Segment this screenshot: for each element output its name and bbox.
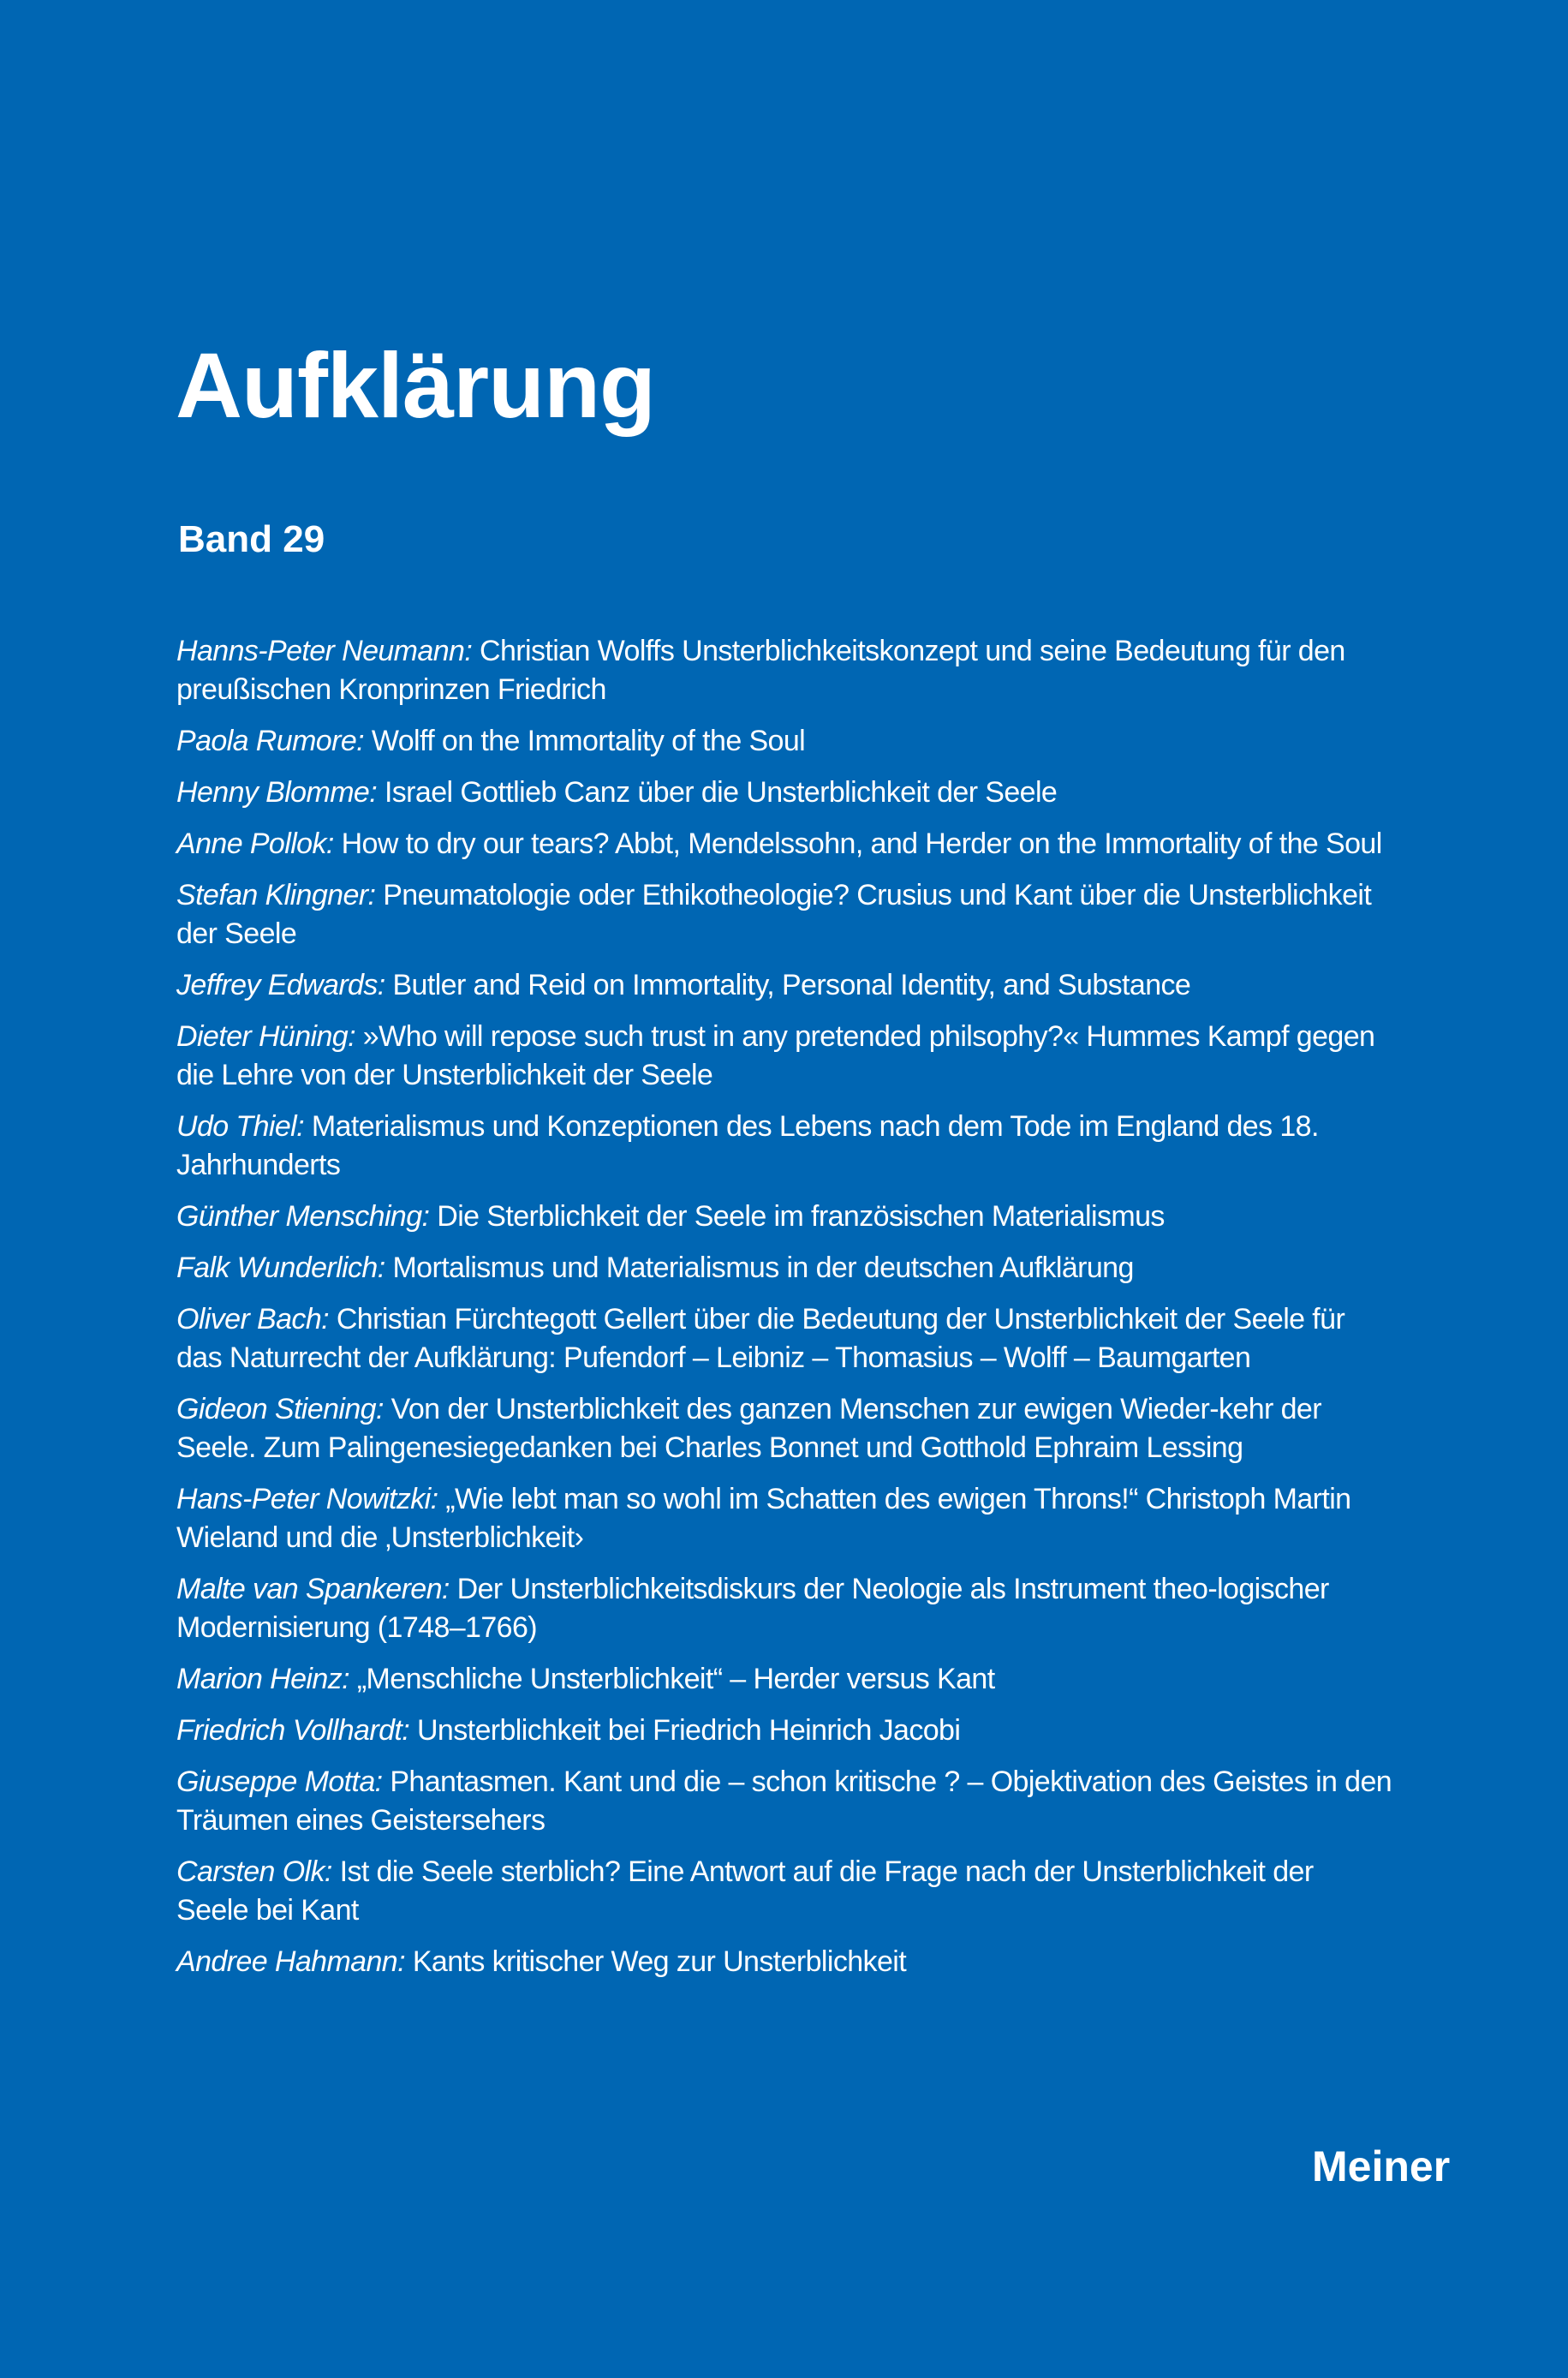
toc-title: Israel Gottlieb Canz über die Unsterblichkeit der Seele [384, 776, 1058, 809]
toc-author: Dieter Hüning: [176, 1020, 355, 1053]
toc-author: Andree Hahmann: [176, 1945, 405, 1978]
toc-title: Ist die Seele sterblich? Eine Antwort auf die Frage nach der Unsterblichkeit der Seele bei Kant [176, 1855, 1314, 1927]
toc-title: Wolff on the Immortality of the Soul [371, 725, 806, 757]
toc-author: Oliver Bach: [176, 1303, 329, 1335]
toc-author: Marion Heinz: [176, 1663, 349, 1695]
toc-title: »Who will repose such trust in any pretended philsophy?« Hummes Kampf gegen die Lehre von der Unsterblichkeit der Seele [176, 1020, 1375, 1091]
toc-author: Falk Wunderlich: [176, 1252, 385, 1284]
toc-entry [176, 1108, 1392, 1185]
toc-author: Malte van Spankeren: [176, 1573, 450, 1605]
toc-author: Stefan Klingner: [176, 879, 376, 911]
toc-entry [176, 1763, 1392, 1840]
toc-title: Von der Unsterblichkeit des ganzen Menschen zur ewigen Wieder-kehr der Seele. Zum Palingenesiegedanken bei Charles Bonnet und Gotthold Ephraim Lessing [176, 1393, 1321, 1464]
toc-entry [176, 1712, 1392, 1750]
toc-author: Günther Mensching: [176, 1200, 430, 1233]
journal-title: Aufklärung [176, 333, 656, 437]
toc-author: Henny Blomme: [176, 776, 378, 809]
toc-title: Christian Wolffs Unsterblichkeitskonzept und seine Bedeutung für den preußischen Kronprinzen Friedrich [176, 635, 1345, 706]
toc-title: How to dry our tears? Abbt, Mendelssohn, and Herder on the Immortality of the Soul [341, 828, 1382, 860]
toc-entry [176, 1390, 1392, 1467]
toc-title: Kants kritischer Weg zur Unsterblichkeit [412, 1945, 907, 1978]
toc-entry [176, 1480, 1392, 1557]
toc-entry [176, 1570, 1392, 1647]
publisher-logo: Meiner [1312, 2142, 1451, 2190]
toc-entry [176, 774, 1392, 812]
toc-entry [176, 1300, 1392, 1377]
toc-title: Pneumatologie oder Ethikotheologie? Crusius und Kant über die Unsterblichkeit der Seele [176, 879, 1372, 950]
toc-author: Jeffrey Edwards: [176, 969, 385, 1001]
toc-title: Butler and Reid on Immortality, Personal Identity, and Substance [392, 969, 1191, 1001]
toc-title: Unsterblichkeit bei Friedrich Heinrich Jacobi [416, 1714, 961, 1747]
toc-entry [176, 966, 1392, 1005]
toc-author: Friedrich Vollhardt: [176, 1714, 410, 1747]
toc-entry [176, 1018, 1392, 1095]
toc-author: Carsten Olk: [176, 1855, 332, 1888]
toc-entry [176, 1249, 1392, 1288]
toc-title: Phantasmen. Kant und die – schon kritische ? – Objektivation des Geistes in den Träumen eines Geistersehers [176, 1766, 1392, 1837]
toc-entry [176, 1198, 1392, 1236]
toc-entry [176, 1943, 1392, 1981]
toc-title: Christian Fürchtegott Gellert über die Bedeutung der Unsterblichkeit der Seele für das Naturrecht der Aufklärung: Pufendorf – Leibniz – Thomasius – Wolff – Baumgarten [176, 1303, 1345, 1374]
toc-title: Materialismus und Konzeptionen des Lebens nach dem Tode im England des 18. Jahrhunderts [176, 1110, 1319, 1181]
toc-author: Anne Pollok: [176, 828, 334, 860]
toc-author: Giuseppe Motta: [176, 1766, 383, 1798]
toc-author: Hanns-Peter Neumann: [176, 635, 473, 667]
toc-entry [176, 722, 1392, 761]
toc-author: Paola Rumore: [176, 725, 364, 757]
toc-entry [176, 876, 1392, 953]
toc-author: Gideon Stiening: [176, 1393, 384, 1425]
toc-title: Die Sterblichkeit der Seele im französischen Materialismus [437, 1200, 1165, 1233]
volume-number: Band 29 [178, 518, 325, 560]
toc-entry [176, 1660, 1392, 1699]
table-of-contents [176, 632, 1392, 1994]
toc-author: Hans-Peter Nowitzki: [176, 1483, 438, 1515]
toc-title: „Wie lebt man so wohl im Schatten des ewigen Throns!“ Christoph Martin Wieland und die ‚Unsterblichkeit› [176, 1483, 1351, 1554]
toc-entry [176, 825, 1392, 863]
toc-entry [176, 632, 1392, 709]
toc-title: Mortalismus und Materialismus in der deutschen Aufklärung [392, 1252, 1134, 1284]
toc-author: Udo Thiel: [176, 1110, 304, 1143]
toc-title: Der Unsterblichkeitsdiskurs der Neologie als Instrument theo-logischer Modernisierung (1748–1766) [176, 1573, 1329, 1644]
toc-entry [176, 1853, 1392, 1930]
toc-title: „Menschliche Unsterblichkeit“ – Herder versus Kant [356, 1663, 995, 1695]
